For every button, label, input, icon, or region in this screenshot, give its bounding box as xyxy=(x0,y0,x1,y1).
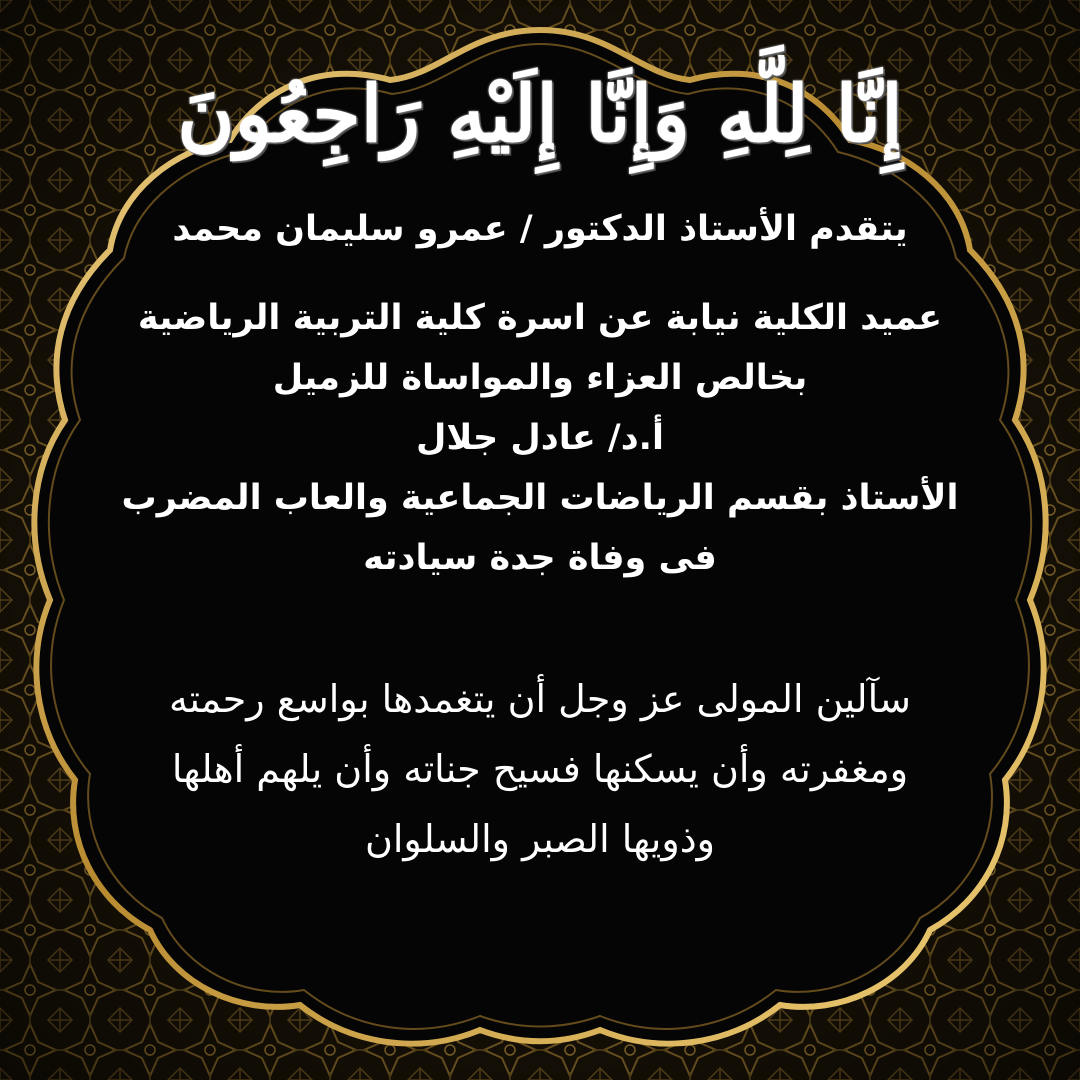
message-line: فى وفاة جدة سيادته xyxy=(363,538,717,578)
message-block xyxy=(40,288,1040,588)
intro-line: يتقدم الأستاذ الدكتور / عمرو سليمان محمد xyxy=(172,209,908,249)
calligraphy-verse: إِنَّا لِلَّهِ وَإِنَّا إِلَيْهِ رَاجِعُونَ xyxy=(177,69,903,160)
prayer-line: وذويها الصبر والسلوان xyxy=(364,817,716,861)
message-line: عميد الكلية نيابة عن اسرة كلية التربية الرياضية xyxy=(137,298,943,338)
prayer-line: ومغفرته وأن يسكنها فسيح جناته وأن يلهم أهلها xyxy=(171,747,909,791)
prayer-block xyxy=(40,664,1040,874)
message-line: الأستاذ بقسم الرياضات الجماعية والعاب المضرب xyxy=(121,478,959,518)
prayer-line: سآلين المولى عز وجل أن يتغمدها بواسع رحمته xyxy=(168,677,912,721)
message-line: أ.د/ عادل جلال xyxy=(416,418,664,458)
intro-block xyxy=(40,198,1040,260)
message-line: بخالص العزاء والمواساة للزميل xyxy=(272,358,808,398)
